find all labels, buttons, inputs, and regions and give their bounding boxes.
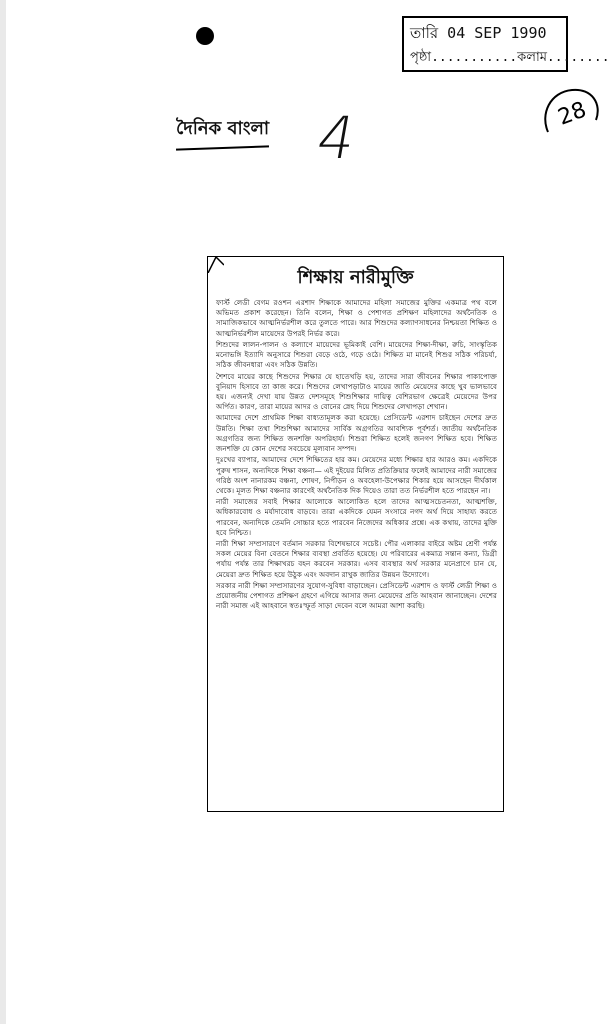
newspaper-name: দৈনিক বাংলা — [176, 114, 269, 145]
circled-number-text: 28 — [554, 97, 590, 131]
punch-hole-mark — [196, 27, 214, 45]
circled-number-mark — [538, 84, 604, 142]
article-paragraph: নারী শিক্ষা সম্প্রসারণে বর্তমান সরকার বিশেষভাবে সচেষ্ট। পৌর এলাকার বাইরে অষ্টম শ্রেণী পর্যন্ত সকল মেয়ের বিনা বেতনে শিক্ষার ব্যবস্থা প্রবর্তিত হয়েছে। যে পরিবারের একমাত্র সন্তান কন্যা, ডিগ্রী পর্যায় পর্যন্ত তার শিক্ষাখরচ বহন করবেন সরকার। এসব ব্যবস্থার অর্থ সরকার মনেপ্রাণে চান যে, মেয়েরা দ্রুত শিক্ষিত হয়ে উঠুক এবং অবদান রাখুক জাতির উন্নয়ন উদ্যোগে। — [216, 539, 497, 579]
scan-edge — [0, 0, 6, 1024]
article-paragraph: আমাদের দেশে প্রাথমিক শিক্ষা বাধ্যতামূলক করা হয়েছে। প্রেসিডেন্ট এরশাদ চাইছেন দেশের দ্রুত উন্নতি। শিক্ষা তথা শিশুশিক্ষা আমাদের সার্বিক অগ্রগতির আবশ্যিক পূর্বশর্ত। জাতীয় অর্থনৈতিক অগ্রগতির জন্য শিক্ষিত জনশক্তি অপরিহার্য। শিশুরা শিক্ষিত হলেই জনগণ শিক্ষিত হবে। শিক্ষিত জনশক্তি যে কোন দেশের সবচেয়ে মূল্যবান সম্পদ। — [216, 413, 497, 454]
stamp-page-column-line: পৃষ্ঠা...........কলাম........ — [410, 50, 610, 65]
date-stamp — [402, 16, 610, 72]
stamp-date-line: তারি 04 SEP 1990 — [410, 24, 547, 42]
article-title: শিক্ষায় নারীমুক্তি — [297, 267, 414, 288]
article-paragraph: শিশুদের লালন-পালন ও কল্যাণে মায়েদের ভূমিকাই বেশি। মায়েদের শিক্ষা-দীক্ষা, রুচি, সাংস্কৃতিক মনোভঙ্গি ইত্যাদি অনুসারে শিশুরা বেড়ে ওঠে, গড়ে ওঠে। শিক্ষিত মা মানেই শিশুর সঠিক পরিচর্যা, সঠিক জীবনধারা এবং সঠিক উন্নতি। — [216, 339, 497, 370]
handwritten-page-number: 4 — [312, 104, 361, 172]
article-paragraph: ফার্স্ট লেডী বেগম রওশন এরশাদ শিক্ষাকে আমাদের মহিলা সমাজের মুক্তির একমাত্র পথ বলে অভিমত প্রকাশ করেছেন। তিনি বলেন, শিক্ষা ও পেশাগত প্রশিক্ষণ মহিলাদের অর্থনৈতিক ও সামাজিকভাবে আত্মনির্ভরশীল করে তুলতে পারে। আর শিশুদের কল্যাণসাধনের নিশ্চয়তা শিক্ষিত ও আত্মনির্ভরশীল মায়েদের উপরই নির্ভর করে। — [216, 298, 497, 338]
article-paragraph: নারী সমাজের সবাই শিক্ষার আলোকে আলোকিত হলে তাদের আত্মসচেতনতা, আত্মশক্তি, অধিকারবোধ ও মর্যাদাবোধ বাড়বে। তারা একদিকে যেমন সংসারে নগদ অর্থ দিয়ে সাহায্য করতে পারবেন, অন্যদিকে তেমনি সোচ্চার হতে পারবেন নিজেদের অধিকার প্রশ্নে। এক কথায়, তাদের মুক্তি হবে নিশ্চিত। — [216, 497, 497, 537]
newspaper-clipping — [207, 256, 504, 812]
article-body — [208, 298, 503, 612]
article-paragraph: শৈশবে মায়ের কাছে শিশুদের শিক্ষার যে হাতেখড়ি হয়, তাদের সারা জীবনের শিক্ষার পাকাপোক্ত বুনিয়াদ হিসাবে তা কাজ করে। শিশুদের লেখাপড়াটাও মায়ের জাতি মেয়েদের কাছে খুব ভালভাবে হয়। এজন্যই দেখা যায় উন্নত দেশসমূহে শিশুশিক্ষার দায়িত্ব বেশিরভাগ ক্ষেত্রেই মেয়েদের উপর অর্পিত। কারণ, তারা মায়ের আদর ও বোনের স্নেহ দিয়ে শিশুদের লেখাপড়া শেখান। — [216, 371, 497, 412]
article-paragraph: দুঃখের ব্যাপার, আমাদের দেশে শিক্ষিতের হার কম। মেয়েদের মধ্যে শিক্ষার হার আরও কম। একদিকে পুরুষ শাসন, অন্যদিকে শিক্ষা বঞ্চনা— এই দুইয়ের মিলিত প্রতিক্রিয়ার ফলেই আমাদের নারী সমাজের গরিষ্ঠ অংশ নানারকম বঞ্চনা, শোষণ, নিপীড়ন ও অবহেলা-উপেক্ষার শিকার হয়ে আসছেন দীর্ঘকাল থেকে। মূলত শিক্ষা বঞ্চনার কারণেই অর্থনৈতিক দিক দিয়েও তারা তত নির্ভরশীল হতে পারছেন না। — [216, 455, 497, 495]
clip-corner-mark — [208, 257, 224, 273]
article-paragraph: সরকার নারী শিক্ষা সম্প্রসারণের সুযোগ-সুবিধা বাড়াচ্ছেন। প্রেসিডেন্ট এরশাদ ও ফার্স্ট লেডী শিক্ষা ও প্রয়োজনীয় পেশাগত প্রশিক্ষণ গ্রহণে এগিয়ে আসার জন্য মেয়েদের প্রতি আহবান জানাচ্ছেন। দেশের নারী সমাজ এই আহবানে স্বতঃস্ফূর্ত সাড়া দেবেন বলে আমরা আশা করছি। — [216, 580, 497, 611]
